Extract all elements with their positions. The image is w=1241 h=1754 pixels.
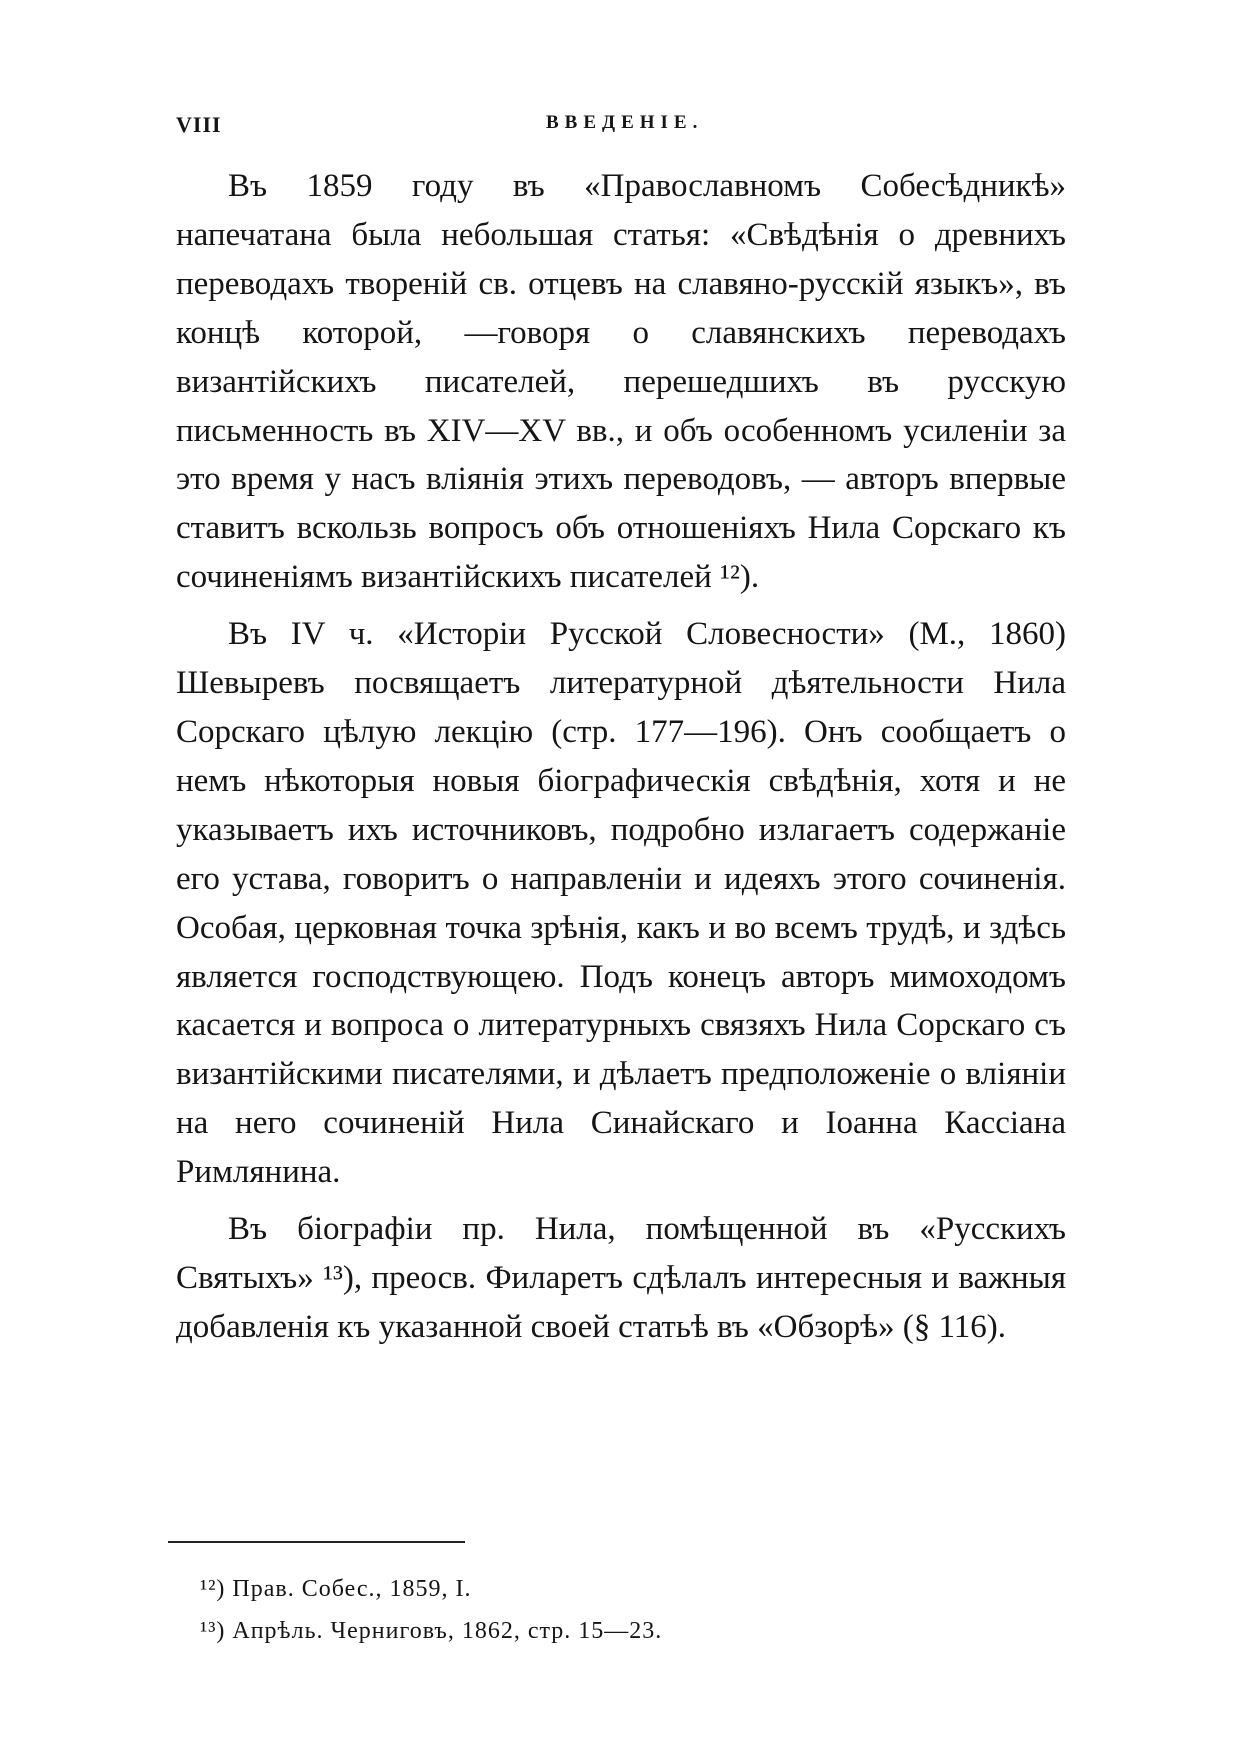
running-head: ВВЕДЕНІЕ. bbox=[546, 112, 704, 133]
paragraph: Въ 1859 году въ «Православномъ Собесѣдникѣ» напечатана была небольшая статья: «Свѣдѣнія о древнихъ переводахъ твореній св. отцевъ на славяно-русскій языкъ», въ концѣ которой, —говоря о славянскихъ переводахъ византійскихъ писателей, перешедшихъ въ русскую письменность въ XIV—XV вв., и объ особенномъ усиленіи за это время у насъ вліянія этихъ переводовъ, — авторъ впервые ставитъ вскользь вопросъ объ отношеніяхъ Нила Сорскаго къ сочиненіямъ византійскихъ писателей ¹²). bbox=[176, 168, 1066, 596]
footnote: ¹³) Апрѣль. Черниговъ, 1862, стр. 15—23. bbox=[200, 1618, 663, 1644]
paragraph: Въ біографіи пр. Нила, помѣщенной въ «Русскихъ Святыхъ» ¹³), преосв. Филаретъ сдѣлалъ интересныя и важныя добавленія къ указанной своей статьѣ въ «Обзорѣ» (§ 116). bbox=[176, 1211, 1066, 1345]
footnote-divider bbox=[168, 1541, 465, 1543]
body-text bbox=[176, 162, 1066, 1360]
page-number: VIII bbox=[176, 112, 222, 137]
page-header bbox=[176, 112, 1066, 142]
paragraph: Въ IV ч. «Исторіи Русской Словесности» (М., 1860) Шевыревъ посвящаетъ литературной дѣятельности Нила Сорскаго цѣлую лекцію (стр. 177—196). Онъ сообщаетъ о немъ нѣкоторыя новыя біографическія свѣдѣнія, хотя и не указываетъ ихъ источниковъ, подробно излагаетъ содержаніе его устава, говоритъ о направленіи и идеяхъ этого сочиненія. Особая, церковная точка зрѣнія, какъ и во всемъ трудѣ, и здѣсь является господствующею. Подъ конецъ авторъ мимоходомъ касается и вопроса о литературныхъ связяхъ Нила Сорскаго съ византійскими писателями, и дѣлаетъ предположеніе о вліяніи на него сочиненій Нила Синайскаго и Іоанна Кассіана Римлянина. bbox=[176, 616, 1066, 1191]
footnote: ¹²) Прав. Собес., 1859, I. bbox=[200, 1576, 472, 1602]
footnotes bbox=[200, 1568, 1000, 1652]
